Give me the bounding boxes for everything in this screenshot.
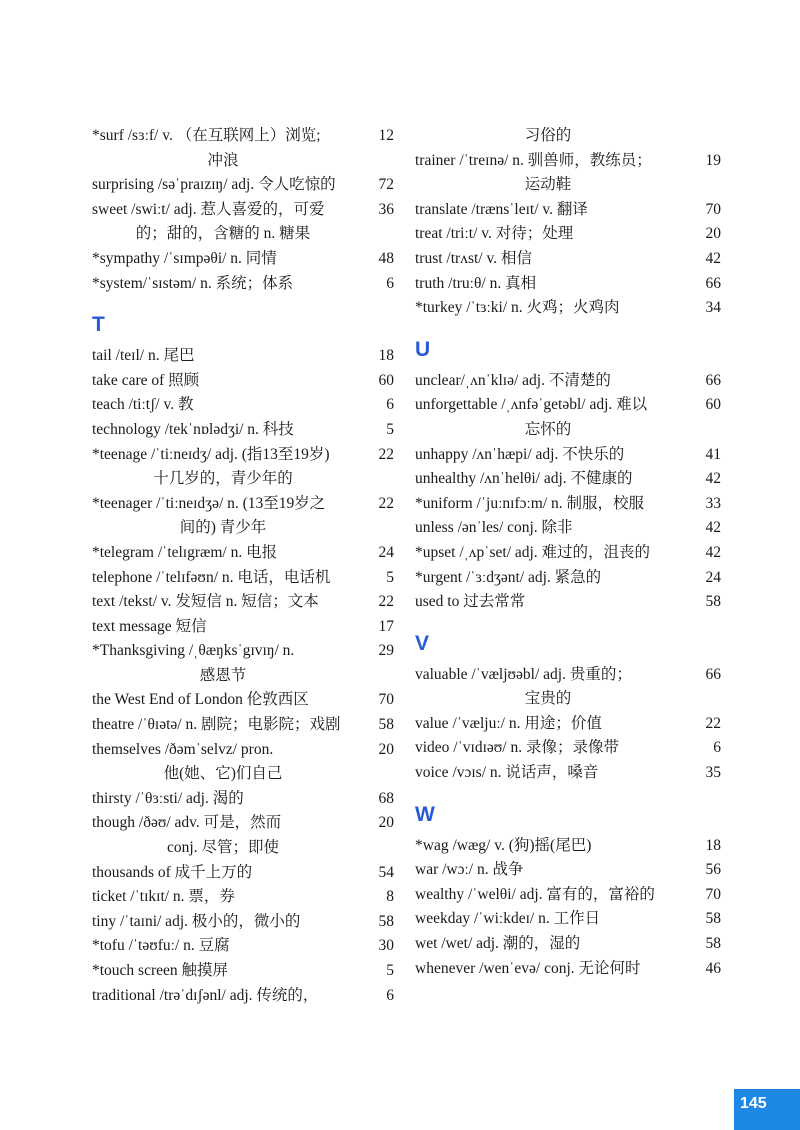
entry-text: 习俗的	[524, 127, 572, 144]
entry-text: *teenage /ˈtiːneɪdʒ/ adj. (指13至19岁)	[92, 445, 330, 463]
entry-page-number: 41	[705, 445, 721, 463]
entry-text: used to 过去常常	[415, 593, 526, 611]
entry-text: treat /triːt/ v. 对待；处理	[415, 225, 574, 243]
entry-page-number: 18	[378, 347, 394, 365]
glossary-entry	[92, 811, 394, 860]
glossary-entry	[92, 959, 394, 984]
glossary-entry	[415, 149, 721, 198]
glossary-entry	[92, 590, 394, 615]
glossary-entry	[92, 393, 394, 418]
entry-text: tail /teɪl/ n. 尾巴	[92, 347, 195, 365]
entry-text-continued: 他(她、它)们自己	[163, 765, 283, 783]
section-letter-w: W	[415, 802, 435, 826]
glossary-entry	[92, 787, 394, 812]
section-letter-t: T	[92, 313, 105, 337]
glossary-entry	[92, 541, 394, 566]
entry-page-number: 66	[705, 371, 721, 389]
glossary-entry	[415, 296, 721, 321]
entry-text: theatre /ˈθɪətə/ n. 剧院；电影院；戏剧	[92, 716, 341, 734]
glossary-entry	[415, 443, 721, 468]
entry-page-number: 30	[378, 937, 394, 955]
entry-page-number: 56	[705, 861, 721, 879]
entry-page-number: 8	[386, 888, 394, 906]
glossary-entry	[92, 124, 394, 173]
entry-text: ticket /ˈtɪkɪt/ n. 票，券	[92, 888, 235, 906]
entry-page-number: 20	[378, 740, 394, 758]
entry-page-number: 22	[378, 445, 394, 463]
entry-text: unhappy /ʌnˈhæpi/ adj. 不快乐的	[415, 445, 625, 463]
entry-page-number: 70	[378, 691, 394, 709]
entry-page-number: 72	[378, 176, 394, 194]
entry-text-continued: 运动鞋	[524, 176, 572, 194]
entry-page-number: 22	[378, 494, 394, 512]
glossary-entry	[415, 590, 721, 615]
entry-page-number: 20	[705, 225, 721, 243]
glossary-entry	[415, 393, 721, 442]
glossary-entry	[92, 713, 394, 738]
entry-text: *surf /sɜːf/ v. （在互联网上）浏览;	[92, 127, 321, 144]
entry-page-number: 19	[705, 151, 721, 169]
glossary-entry	[92, 934, 394, 959]
glossary-entry	[415, 369, 721, 394]
entry-text: *urgent /ˈɜːdʒənt/ adj. 紧急的	[415, 568, 602, 586]
entry-page-number: 48	[378, 249, 394, 267]
glossary-entry	[415, 222, 721, 247]
entry-page-number: 5	[386, 962, 394, 979]
entry-text: sweet /swiːt/ adj. 惹人喜爱的，可爱	[92, 200, 325, 218]
entry-text: the West End of London 伦敦西区	[92, 691, 309, 709]
entry-text: unhealthy /ʌnˈhelθi/ adj. 不健康的	[415, 470, 633, 488]
glossary-entry	[92, 344, 394, 369]
entry-text: wealthy /ˈwelθi/ adj. 富有的，富裕的	[415, 885, 655, 903]
glossary-entry	[92, 369, 394, 394]
glossary-entry	[92, 885, 394, 910]
entry-page-number: 35	[705, 764, 721, 782]
entry-text: tiny /ˈtaɪni/ adj. 极小的，微小的	[92, 912, 301, 930]
entry-page-number: 6	[713, 739, 721, 757]
entry-page-number: 6	[386, 396, 394, 414]
glossary-entry	[415, 541, 721, 566]
entry-page-number: 54	[378, 863, 394, 881]
glossary-entry	[92, 688, 394, 713]
entry-page-number: 5	[386, 568, 394, 586]
glossary-left-column	[92, 124, 394, 1008]
entry-text: valuable /ˈvæljʊəbl/ adj. 贵重的；	[415, 665, 632, 683]
glossary-entry	[415, 124, 721, 149]
entry-page-number: 6	[386, 274, 394, 292]
entry-text: *sympathy /ˈsɪmpəθi/ n. 同情	[92, 249, 277, 267]
entry-text: *upset /ˌʌpˈset/ adj. 难过的，沮丧的	[415, 543, 651, 561]
entry-text: text /tekst/ v. 发短信 n. 短信；文本	[92, 593, 319, 611]
entry-page-number: 68	[378, 789, 394, 807]
glossary-entry	[92, 198, 394, 247]
entry-page-number: 22	[378, 593, 394, 611]
glossary-entry	[92, 173, 394, 198]
entry-text: thirsty /ˈθɜːsti/ adj. 渴的	[92, 789, 244, 807]
entry-text: wet /wet/ adj. 潮的，湿的	[415, 935, 581, 953]
entry-text: video /ˈvɪdɪəʊ/ n. 录像；录像带	[415, 739, 619, 757]
glossary-entry	[92, 247, 394, 272]
entry-page-number: 6	[386, 986, 394, 1004]
entry-text: trainer /ˈtreɪnə/ n. 驯兽师，教练员；	[415, 151, 652, 169]
glossary-entry	[92, 861, 394, 886]
entry-text: *turkey /ˈtɜːki/ n. 火鸡；火鸡肉	[415, 299, 620, 317]
entry-page-number: 70	[705, 200, 721, 218]
entry-page-number: 29	[378, 642, 394, 660]
entry-page-number: 12	[378, 127, 394, 144]
glossary-right-column	[415, 124, 721, 981]
entry-page-number: 24	[705, 568, 721, 586]
entry-page-number: 17	[378, 617, 394, 635]
entry-page-number: 58	[378, 912, 394, 930]
entry-page-number: 46	[705, 959, 721, 977]
entry-text: *tofu /ˈtəʊfuː/ n. 豆腐	[92, 937, 230, 955]
entry-text-continued: 宝贵的	[524, 690, 572, 708]
glossary-entry	[415, 272, 721, 297]
entry-text: whenever /wenˈevə/ conj. 无论何时	[415, 959, 641, 977]
entry-text: trust /trʌst/ v. 相信	[415, 249, 532, 267]
entry-page-number: 42	[705, 519, 721, 537]
entry-page-number: 58	[705, 910, 721, 928]
entry-page-number: 18	[705, 836, 721, 854]
entry-text: voice /vɔɪs/ n. 说话声，嗓音	[415, 764, 599, 782]
entry-text: war /wɔː/ n. 战争	[415, 861, 524, 879]
entry-page-number: 66	[705, 274, 721, 292]
entry-page-number: 5	[386, 420, 394, 438]
entry-text: text message 短信	[92, 617, 207, 635]
entry-text: unclear/ˌʌnˈklɪə/ adj. 不清楚的	[415, 371, 611, 389]
entry-page-number: 36	[378, 200, 394, 218]
entry-text: telephone /ˈtelɪfəʊn/ n. 电话，电话机	[92, 568, 331, 586]
entry-page-number: 33	[705, 494, 721, 512]
entry-text: *system/ˈsɪstəm/ n. 系统；体系	[92, 274, 294, 292]
entry-page-number: 42	[705, 249, 721, 267]
entry-text: *Thanksgiving /ˌθæŋksˈgɪvɪŋ/ n.	[92, 642, 295, 660]
section-letter-u: U	[415, 337, 431, 361]
glossary-entry	[92, 418, 394, 443]
entry-text: take care of 照顾	[92, 371, 200, 389]
entry-text-continued: 间的) 青少年	[179, 519, 267, 537]
glossary-entry	[92, 984, 394, 1009]
entry-page-number: 34	[705, 299, 721, 317]
entry-text: translate /trænsˈleɪt/ v. 翻译	[415, 200, 588, 218]
glossary-entry	[92, 492, 394, 541]
glossary-entry	[415, 516, 721, 541]
glossary-entry	[415, 858, 721, 883]
entry-text-continued: 忘怀的	[524, 420, 572, 438]
glossary-entry	[415, 907, 721, 932]
entry-text: though /ðəʊ/ adv. 可是，然而	[92, 814, 282, 832]
glossary-entry	[92, 910, 394, 935]
entry-page-number: 42	[705, 543, 721, 561]
entry-text: teach /tiːtʃ/ v. 教	[92, 396, 194, 414]
glossary-entry	[92, 272, 394, 297]
glossary-entry	[92, 738, 394, 787]
entry-text-continued: 感恩节	[199, 666, 247, 684]
entry-page-number: 22	[705, 714, 721, 732]
glossary-entry	[415, 467, 721, 492]
entry-page-number: 60	[378, 371, 394, 389]
glossary-entry	[415, 566, 721, 591]
entry-text: surprising /səˈpraɪzɪŋ/ adj. 令人吃惊的	[92, 176, 336, 194]
entry-text: technology /tekˈnɒlədʒi/ n. 科技	[92, 420, 294, 438]
glossary-entry	[415, 834, 721, 859]
entry-page-number: 42	[705, 470, 721, 488]
entry-text-continued: 的；甜的，含糖的 n. 糖果	[135, 225, 311, 243]
glossary-entry	[415, 736, 721, 761]
glossary-entry	[415, 247, 721, 272]
glossary-entry	[415, 663, 721, 712]
glossary-entry	[415, 883, 721, 908]
entry-text-continued: 十几岁的，青少年的	[153, 470, 293, 488]
entry-text: unforgettable /ˌʌnfəˈgetəbl/ adj. 难以	[415, 396, 648, 414]
glossary-entry	[415, 761, 721, 786]
section-letter-v: V	[415, 631, 430, 655]
entry-text: *teenager /ˈtiːneɪdʒə/ n. (13至19岁之	[92, 494, 326, 512]
glossary-entry	[92, 615, 394, 640]
entry-page-number: 20	[378, 814, 394, 832]
entry-page-number: 66	[705, 665, 721, 683]
entry-page-number: 58	[378, 716, 394, 734]
page-number-badge	[734, 1089, 800, 1130]
entry-text: traditional /trəˈdɪʃənl/ adj. 传统的，	[92, 986, 319, 1004]
glossary-entry	[415, 492, 721, 517]
entry-text: weekday /ˈwiːkdeɪ/ n. 工作日	[415, 910, 601, 928]
entry-text: *uniform /ˈjuːnɪfɔːm/ n. 制服，校服	[415, 494, 645, 512]
entry-text: *touch screen 触摸屏	[92, 962, 229, 979]
glossary-entry	[415, 198, 721, 223]
entry-text: value /ˈvæljuː/ n. 用途；价值	[415, 714, 602, 732]
glossary-entry	[415, 957, 721, 982]
entry-page-number: 60	[705, 396, 721, 414]
entry-text: themselves /ðəmˈselvz/ pron.	[92, 740, 274, 758]
entry-page-number: 58	[705, 593, 721, 611]
entry-text-continued: 冲浪	[207, 151, 239, 169]
glossary-entry	[415, 712, 721, 737]
entry-text: *wag /wæg/ v. (狗)摇(尾巴)	[415, 836, 592, 854]
entry-page-number: 70	[705, 885, 721, 903]
entry-text: thousands of 成千上万的	[92, 863, 253, 881]
entry-text-continued: conj. 尽管；即使	[167, 839, 279, 857]
glossary-entry	[415, 932, 721, 957]
entry-text: *telegram /ˈtelɪgræm/ n. 电报	[92, 543, 278, 561]
entry-text: truth /truːθ/ n. 真相	[415, 274, 537, 292]
glossary-entry	[92, 566, 394, 591]
entry-page-number: 58	[705, 935, 721, 953]
glossary-entry	[92, 443, 394, 492]
entry-text: unless /ənˈles/ conj. 除非	[415, 519, 573, 537]
glossary-entry	[92, 639, 394, 688]
entry-page-number: 24	[378, 543, 394, 561]
page-number: 145	[740, 1095, 767, 1112]
